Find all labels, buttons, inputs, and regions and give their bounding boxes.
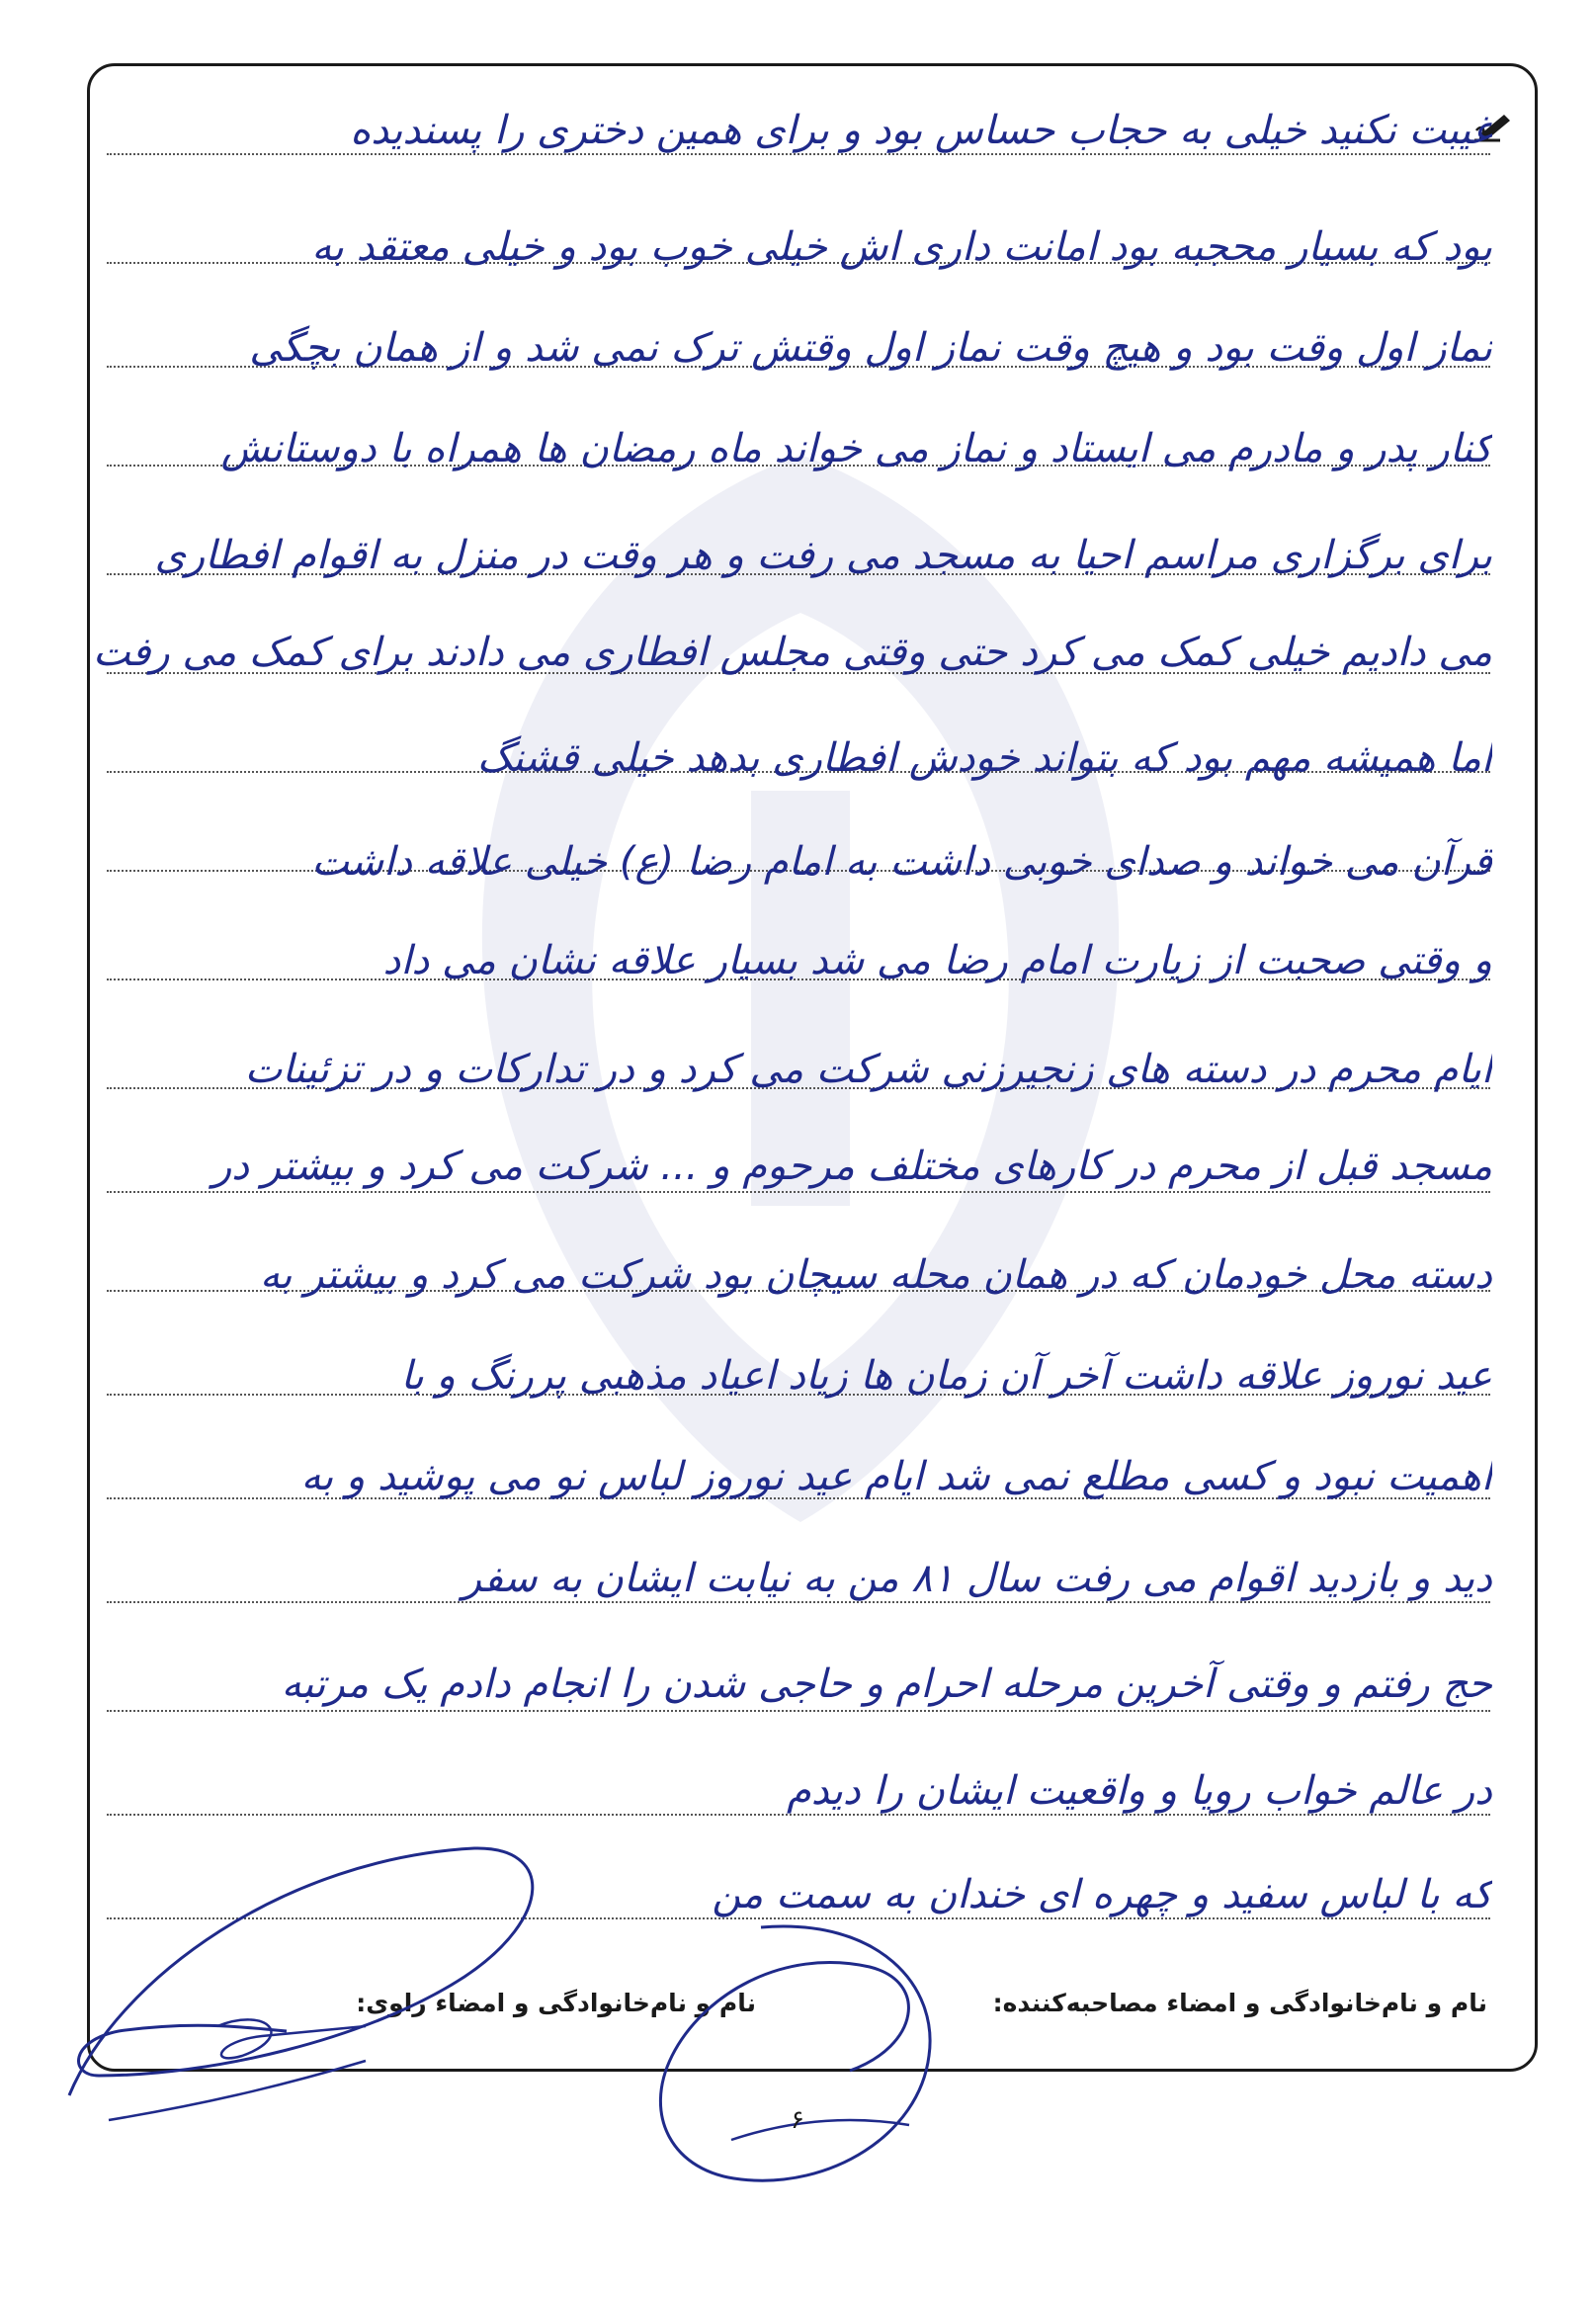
handwritten-line: و وقتی صحبت از زیارت امام رضا می شد بسیار علاقه نشان می داد <box>382 938 1492 983</box>
handwritten-line: اما همیشه مهم بود که بتواند خودش افطاری بدهد خیلی قشنگ <box>476 735 1492 781</box>
handwritten-line: ایام محرم در دسته های زنجیرزنی شرکت می کرد و در تدارکات و در تزئینات <box>244 1047 1492 1092</box>
narrator-signature-label: نام و نام‌خانوادگی و امضاء راوی: <box>356 1989 756 2017</box>
handwritten-line: در عالم خواب رویا و واقعیت ایشان را دیدم <box>787 1768 1492 1814</box>
handwritten-line: حج رفتم و وقتی آخرین مرحله احرام و حاجی شدن را انجام دادم یک مرتبه <box>281 1661 1492 1707</box>
handwritten-line: اهمیت نبود و کسی مطلع نمی شد ایام عید نوروز لباس نو می پوشید و به <box>300 1454 1492 1499</box>
handwritten-line: دسته محل خودمان که در همان محله سیچان بود شرکت می کرد و بیشتر به <box>259 1252 1492 1298</box>
handwritten-line: مسجد قبل از محرم در کارهای مختلف مرحوم و ... شرکت می کرد و بیشتر در <box>211 1144 1492 1189</box>
handwritten-line: کنار پدر و مادرم می ایستاد و نماز می خواند ماه رمضان ها همراه با دوستانش <box>220 426 1492 471</box>
handwritten-line: غیبت نکنید خیلی به حجاب حساس بود و برای همین دختری را پسندیده <box>350 108 1492 153</box>
handwritten-line: دید و بازدید اقوام می رفت سال ۸۱ من به نیابت ایشان به سفر <box>462 1556 1492 1601</box>
page-number: ۶ <box>791 2105 804 2135</box>
handwritten-line: بود که بسیار محجبه بود امانت داری اش خیلی خوب بود و خیلی معتقد به <box>311 224 1492 270</box>
handwritten-line: نماز اول وقت بود و هیچ وقت نماز اول وقتش ترک نمی شد و از همان بچگی <box>249 325 1492 371</box>
handwritten-line: قرآن می خواند و صدای خوبی داشت به امام رضا (ع) خیلی علاقه داشت <box>311 839 1492 885</box>
handwritten-line: که با لباس سفید و چهره ای خندان به سمت من <box>712 1872 1492 1917</box>
interviewer-signature-label: نام و نام‌خانوادگی و امضاء مصاحبه‌کننده: <box>992 1989 1487 2017</box>
handwritten-line: می دادیم خیلی کمک می کرد حتی وقتی مجلس افطاری می دادند برای کمک می رفت <box>92 630 1492 675</box>
handwritten-line: عید نوروز علاقه داشت آخر آن زمان ها زیاد اعیاد مذهبی پررنگ و با <box>400 1353 1492 1399</box>
handwritten-line: برای برگزاری مراسم احیا به مسجد می رفت و هر وقت در منزل به اقوام افطاری <box>154 533 1492 578</box>
